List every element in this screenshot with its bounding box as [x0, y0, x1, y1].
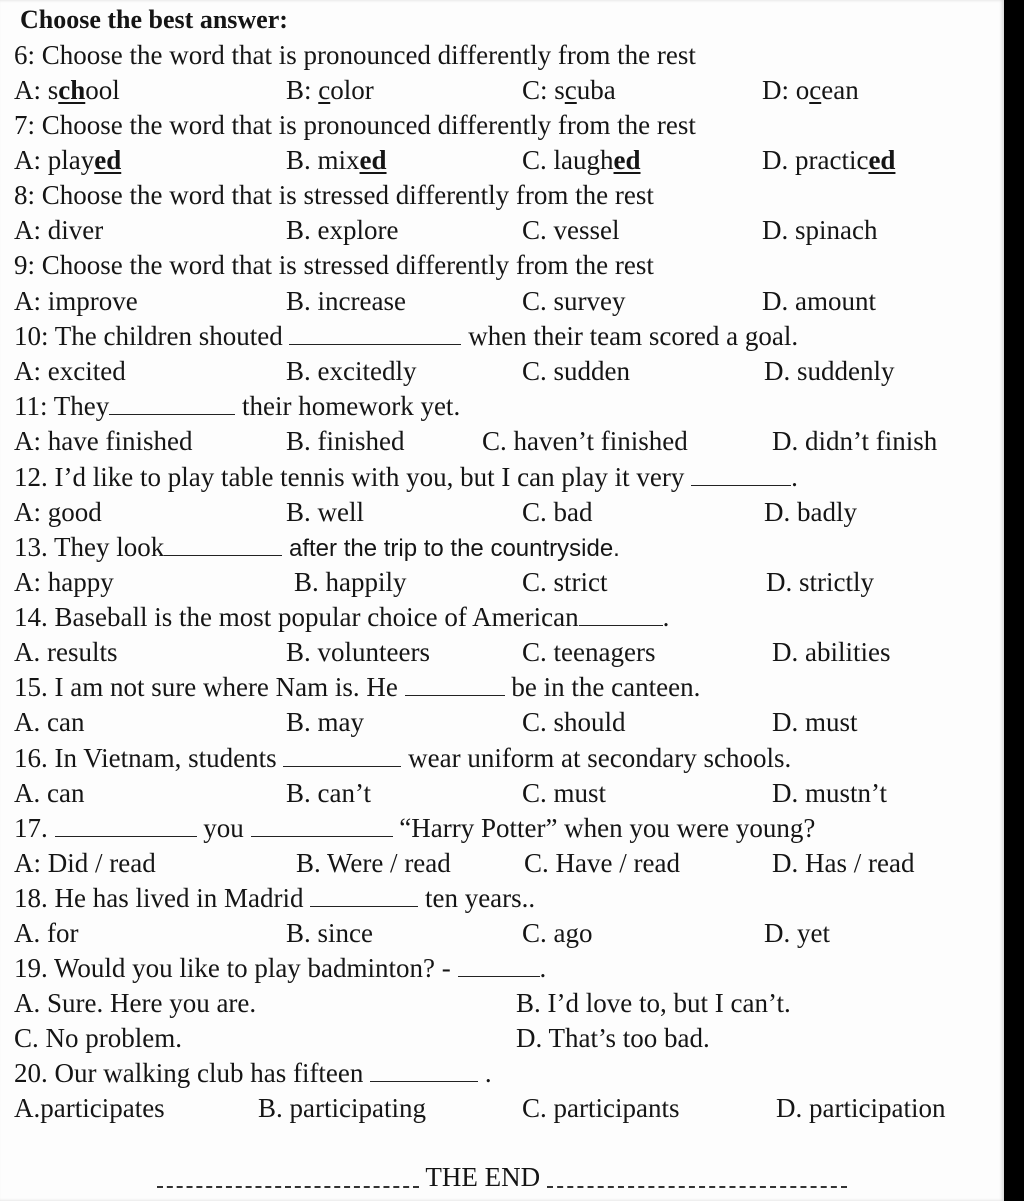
option-d: D. must	[772, 707, 858, 737]
option-c: C. ago	[522, 918, 593, 948]
option-c: C: scuba	[522, 75, 616, 105]
option-c: C. survey	[522, 286, 626, 316]
answer-blank[interactable]	[691, 463, 791, 486]
option-d: D. suddenly	[764, 356, 895, 386]
option-b: B. increase	[286, 286, 406, 316]
option-b: B. happily	[294, 567, 407, 597]
option-b: B. explore	[286, 215, 399, 245]
option-a: A: have finished	[14, 426, 193, 456]
footer-text: THE END	[425, 1162, 541, 1192]
question-11-stem: 11: They their homework yet.	[14, 391, 461, 421]
answer-blank[interactable]	[370, 1059, 478, 1082]
footer-divider-right	[547, 1172, 847, 1188]
option-d: D. That’s too bad.	[516, 1023, 710, 1053]
answer-blank[interactable]	[310, 884, 418, 907]
question-17-stem: 17. you “Harry Potter” when you were young?	[14, 813, 816, 843]
option-c: C. should	[522, 707, 626, 737]
option-b: B. excitedly	[286, 356, 417, 386]
option-d: D. badly	[764, 497, 857, 527]
option-d: D. participation	[776, 1093, 946, 1123]
option-a: A: improve	[14, 286, 138, 316]
option-d: D. mustn’t	[772, 778, 888, 808]
page-title: Choose the best answer:	[20, 5, 288, 34]
option-a: A. results	[14, 637, 118, 667]
question-15-stem: 15. I am not sure where Nam is. He be in the canteen.	[14, 672, 701, 702]
option-d: D. strictly	[766, 567, 874, 597]
option-c: C. sudden	[522, 356, 631, 386]
option-a: A. can	[14, 778, 85, 808]
question-13-stem: 13. They look after the trip to the countryside.	[14, 532, 620, 562]
option-b: B. can’t	[286, 778, 371, 808]
answer-blank-2[interactable]	[251, 814, 393, 837]
option-c: C. No problem.	[14, 1023, 182, 1053]
option-a: A: excited	[14, 356, 126, 386]
answer-blank[interactable]	[458, 954, 540, 977]
option-a: A: good	[14, 497, 102, 527]
option-b: B. Were / read	[296, 848, 451, 878]
option-d: D. amount	[762, 286, 876, 316]
option-a: A. Sure. Here you are.	[14, 988, 257, 1018]
option-a: A.participates	[14, 1093, 165, 1123]
option-d: D. abilities	[772, 637, 891, 667]
question-12-stem: 12. I’d like to play table tennis with you, but I can play it very .	[14, 462, 798, 492]
question-6-stem: 6: Choose the word that is pronounced differently from the rest	[14, 40, 696, 70]
option-a: A: played	[14, 145, 122, 175]
option-c: C. bad	[522, 497, 593, 527]
question-19-stem: 19. Would you like to play badminton? - .	[14, 953, 547, 983]
question-14-stem: 14. Baseball is the most popular choice of American .	[14, 602, 670, 632]
option-d: D. Has / read	[772, 848, 915, 878]
question-9-stem: 9: Choose the word that is stressed differently from the rest	[14, 250, 654, 280]
option-b: B. well	[286, 497, 365, 527]
option-b: B. participating	[258, 1093, 426, 1123]
option-a: A: happy	[14, 567, 114, 597]
option-c: C. Have / read	[524, 848, 680, 878]
option-d: D. didn’t finish	[772, 426, 938, 456]
option-d: D: ocean	[762, 75, 859, 105]
question-20-stem: 20. Our walking club has fifteen .	[14, 1058, 492, 1088]
option-b: B. finished	[286, 426, 405, 456]
option-d: D. practiced	[762, 145, 896, 175]
option-b: B. mixed	[286, 145, 387, 175]
option-c: C. must	[522, 778, 607, 808]
question-8-stem: 8: Choose the word that is stressed differently from the rest	[14, 180, 654, 210]
question-7-stem: 7: Choose the word that is pronounced differently from the rest	[14, 110, 696, 140]
option-b: B. may	[286, 707, 365, 737]
option-b: B. volunteers	[286, 637, 430, 667]
answer-blank-1[interactable]	[55, 814, 197, 837]
option-b: B: color	[286, 75, 374, 105]
answer-blank[interactable]	[109, 392, 235, 415]
option-a: A. can	[14, 707, 85, 737]
answer-blank[interactable]	[405, 673, 505, 696]
option-c: C. vessel	[522, 215, 620, 245]
option-a: A: diver	[14, 215, 104, 245]
option-c: C. participants	[522, 1093, 680, 1123]
option-d: D. spinach	[762, 215, 878, 245]
question-10-stem: 10: The children shouted when their team scored a goal.	[14, 321, 799, 351]
answer-blank[interactable]	[283, 744, 401, 767]
answer-blank[interactable]	[289, 322, 461, 345]
option-a: A. for	[14, 918, 79, 948]
question-18-stem: 18. He has lived in Madrid ten years..	[14, 883, 536, 913]
option-c: C. laughed	[522, 145, 641, 175]
footer	[0, 1160, 1004, 1194]
footer-divider-left	[157, 1172, 419, 1188]
option-a: A: school	[14, 75, 120, 105]
option-b: B. since	[286, 918, 373, 948]
answer-blank[interactable]	[164, 533, 282, 556]
option-d: D. yet	[764, 918, 830, 948]
option-c: C. haven’t finished	[482, 426, 688, 456]
option-a: A: Did / read	[14, 848, 156, 878]
answer-blank[interactable]	[579, 603, 663, 626]
option-c: C. teenagers	[522, 637, 656, 667]
question-16-stem: 16. In Vietnam, students wear uniform at secondary schools.	[14, 743, 792, 773]
option-b: B. I’d love to, but I can’t.	[516, 988, 791, 1018]
option-c: C. strict	[522, 567, 608, 597]
